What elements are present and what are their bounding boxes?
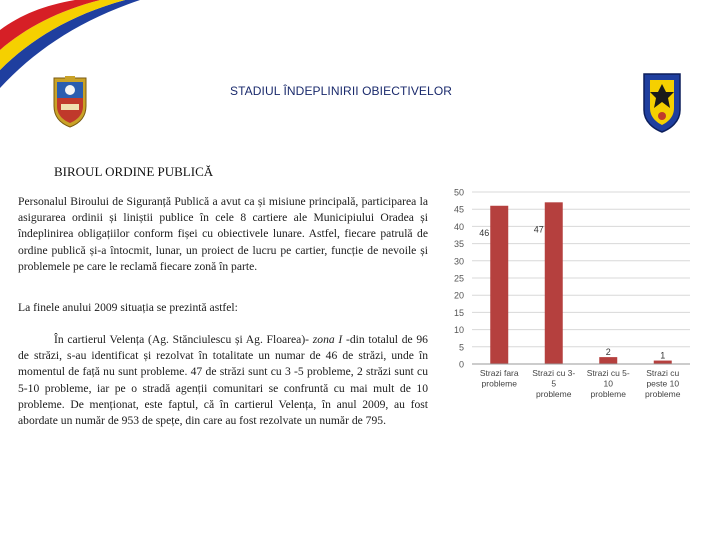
y-tick-label: 40 [453, 221, 464, 232]
x-tick-label-line: probleme [645, 389, 681, 399]
summary-line: La finele anului 2009 situația se prezintă astfel: [18, 301, 238, 314]
intro-paragraph: Personalul Biroului de Siguranță Publică a avut ca și misiune principală, participarea la asigurarea ordinii și liniștii publice în cele 8 cartiere ale Municipiului Oradea și îndeplinirea obligațiilor conform fișei cu obiectivele lunare. Astfel, fiecare patrulă de ordine publică și-a întocmit, lunar, un proiect de lucru pe cartier, funcție de nevoile și problemele pe care le reclamă fiecare zonă în parte. [18, 195, 428, 273]
x-tick-label-line: Strazi cu 5- [586, 368, 630, 378]
district-paragraph [18, 332, 428, 429]
x-tick-label-2 [532, 368, 575, 399]
x-tick-label-3 [587, 368, 630, 399]
data-label-3: 2 [605, 347, 611, 358]
y-tick-label: 20 [453, 290, 464, 301]
y-tick-label: 35 [453, 239, 464, 250]
x-tick-label-1 [480, 368, 519, 389]
x-tick-label-line: 5 [551, 378, 557, 389]
section-title: BIROUL ORDINE PUBLICĂ [54, 164, 214, 179]
bar-4 [654, 361, 672, 364]
y-tick-label: 10 [453, 325, 464, 336]
y-tick-label: 15 [453, 307, 464, 318]
x-tick-label-line: probleme [536, 389, 572, 399]
bar-1 [490, 206, 508, 364]
streets-problems-bar-chart [440, 178, 700, 418]
bar-3 [599, 357, 617, 364]
y-tick-label: 30 [453, 256, 464, 267]
x-tick-label-line: probleme [590, 389, 626, 399]
y-tick-label: 0 [458, 359, 464, 370]
district-paragraph-rest: -din totalul de 96 de străzi, s-au identificat și rezolvat în totalitate un numar de 46 de străzi, unde în momentul de față nu sunt probleme. 47 de străzi sunt cu 3 -5 probleme, 2 străzi sunt cu 5-10 probleme, iar pe o stradă agenții comunitari se confruntă cu mai mult de 10 probleme. De menționat, este faptul, că în cartierul Velența, în anul 2009, au fost abordate un număr de 953 de spețe, din care au fost rezolvate un număr de 795. [18, 333, 428, 428]
data-label-1: 46 [479, 227, 490, 238]
x-tick-label-line: peste 10 [646, 378, 680, 389]
y-tick-label: 50 [453, 187, 464, 198]
data-label-4: 1 [660, 350, 666, 361]
y-tick-label: 25 [453, 273, 464, 284]
district-paragraph-start: În cartierul Velența (Ag. Stănciulescu și Ag. Floarea)- [54, 333, 313, 346]
police-emblem-icon [640, 70, 684, 134]
x-tick-label-line: Strazi cu 3- [532, 368, 576, 378]
bar-2 [545, 202, 563, 364]
city-coat-of-arms-icon [48, 76, 92, 128]
y-tick-label: 5 [458, 342, 464, 353]
page-title: STADIUL ÎNDEPLINIRII OBIECTIVELOR [230, 84, 453, 98]
x-tick-label-line: Strazi cu [646, 368, 680, 378]
x-tick-label-line: 10 [603, 378, 613, 389]
x-tick-label-line: Strazi fara [479, 368, 519, 378]
x-tick-label-4 [645, 368, 681, 399]
x-tick-label-line: probleme [481, 378, 517, 389]
y-tick-label: 45 [453, 204, 464, 215]
zone-label: zona I [312, 333, 343, 346]
data-label-2: 47 [533, 224, 544, 235]
